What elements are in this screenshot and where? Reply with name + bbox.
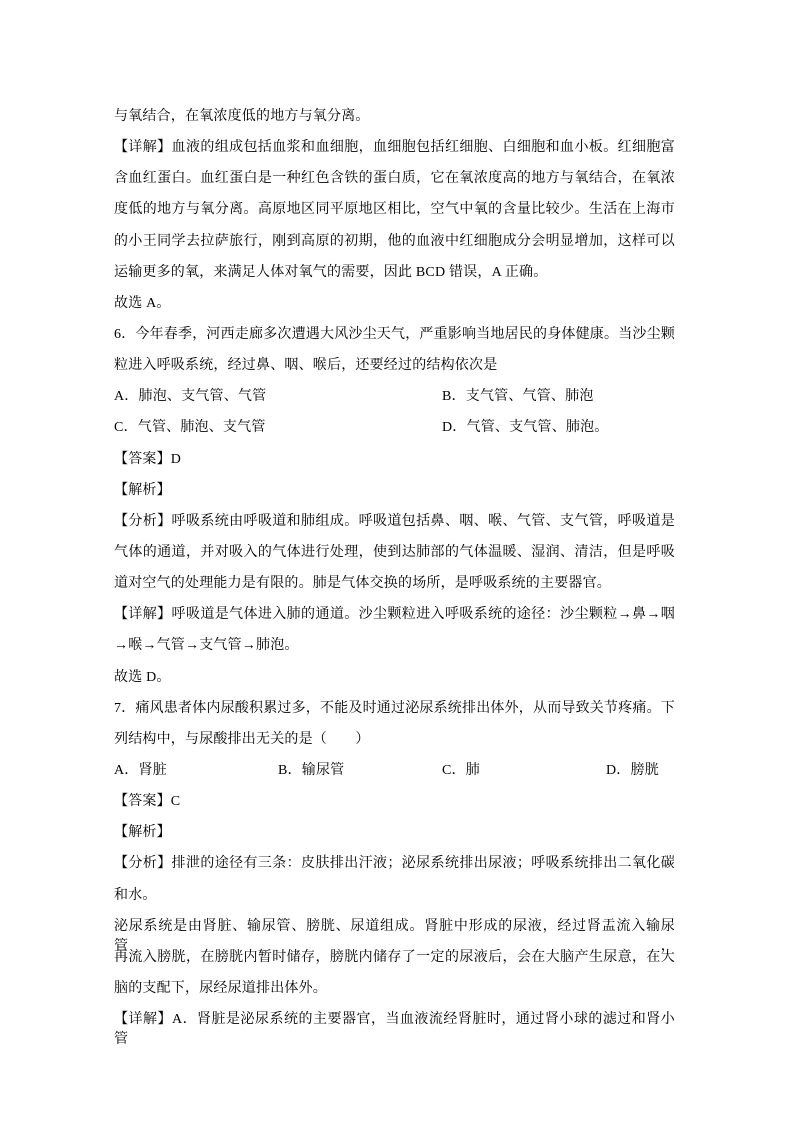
q6-conclusion: 故选 D。	[114, 670, 171, 685]
q5-detail-line: 运输更多的氧，来满足人体对氧气的需要，因此 BCD 错误，A 正确。	[114, 265, 548, 280]
q6-answer: 【答案】D	[114, 452, 182, 467]
q7-analysis2-line: 再流入膀胱，在膀胱内暂时储存，膀胱内储存了一定的尿液后，会在大脑产生尿意，在大	[114, 950, 675, 965]
q6-analysis-line: 道对空气的处理能力是有限的。肺是气体交换的场所，是呼吸系统的主要器官。	[114, 576, 611, 591]
q5-conclusion: 故选 A。	[114, 296, 171, 311]
q7-option-c: C．肺	[442, 763, 480, 778]
q6-detail-line: 【详解】呼吸道是气体进入肺的通道。沙尘颗粒进入呼吸系统的途径：沙尘颗粒→鼻→咽	[114, 607, 675, 622]
q6-stem-line: 粒进入呼吸系统，经过鼻、咽、喉后，还要经过的结构依次是	[114, 358, 498, 373]
q6-option-c: C．气管、肺泡、支气管	[114, 420, 266, 435]
q5-detail-line: 含血红蛋白。血红蛋白是一种红色含铁的蛋白质，它在氧浓度高的地方与氧结合，在氧浓	[114, 171, 675, 186]
q6-option-d: D．气管、支气管、肺泡。	[442, 420, 609, 435]
q6-options-row-2	[114, 418, 675, 440]
q6-option-b: B．支气管、气管、肺泡	[442, 389, 594, 404]
q7-answer: 【答案】C	[114, 794, 181, 809]
q6-stem-line: 6．今年春季，河西走廊多次遭遇大风沙尘天气，严重影响当地居民的身体健康。当沙尘颗	[114, 327, 675, 342]
q6-detail-line: →喉→气管→支气管→肺泡。	[114, 638, 299, 653]
q6-analysis-line: 【分析】呼吸系统由呼吸道和肺组成。呼吸道包括鼻、咽、喉、气管、支气管，呼吸道是	[114, 514, 675, 529]
q5-analysis-wrap-line: 与氧结合，在氧浓度低的地方与氧分离。	[114, 109, 370, 124]
q6-analysis-line: 气体的通道，并对吸入的气体进行处理，使到达肺部的气体温暖、湿润、清洁，但是呼吸	[114, 545, 675, 560]
q7-options-row	[114, 761, 675, 783]
q6-option-a: A．肺泡、支气管、气管	[114, 389, 267, 404]
q7-analysis2-line: 泌尿系统是由肾脏、输尿管、膀胱、尿道组成。肾脏中形成的尿液，经过肾盂流入输尿管，	[114, 919, 675, 954]
q7-option-b: B．输尿管	[278, 763, 345, 778]
q5-detail-line: 度低的地方与氧分离。高原地区同平原地区相比，空气中氧的含量比较少。生活在上海市	[114, 202, 675, 217]
q7-analysis2-line: 脑的支配下，尿经尿道排出体外。	[114, 981, 327, 996]
q5-detail-line: 的小王同学去拉萨旅行，刚到高原的初期，他的血液中红细胞成分会明显增加，这样可以	[114, 234, 675, 249]
q7-option-a: A．肾脏	[114, 763, 167, 778]
q6-analysis-header: 【解析】	[114, 483, 171, 498]
q6-options-row-1	[114, 387, 675, 409]
q5-detail-line: 【详解】血液的组成包括血浆和血细胞，血细胞包括红细胞、白细胞和血小板。红细胞富	[114, 140, 675, 155]
q7-stem-line: 7．痛风患者体内尿酸积累过多，不能及时通过泌尿系统排出体外，从而导致关节疼痛。下	[114, 701, 675, 716]
q7-option-d: D．膀胱	[606, 763, 659, 778]
q7-detail-line: 【详解】A．肾脏是泌尿系统的主要器官，当血液流经肾脏时，通过肾小球的滤过和肾小管	[114, 1012, 675, 1047]
q7-analysis-line: 和水。	[114, 888, 157, 903]
q7-analysis-header: 【解析】	[114, 825, 171, 840]
q7-stem-line: 列结构中，与尿酸排出无关的是（ ）	[114, 732, 370, 747]
q7-analysis-line: 【分析】排泄的途径有三条：皮肤排出汗液；泌尿系统排出尿液；呼吸系统排出二氧化碳	[114, 856, 675, 871]
